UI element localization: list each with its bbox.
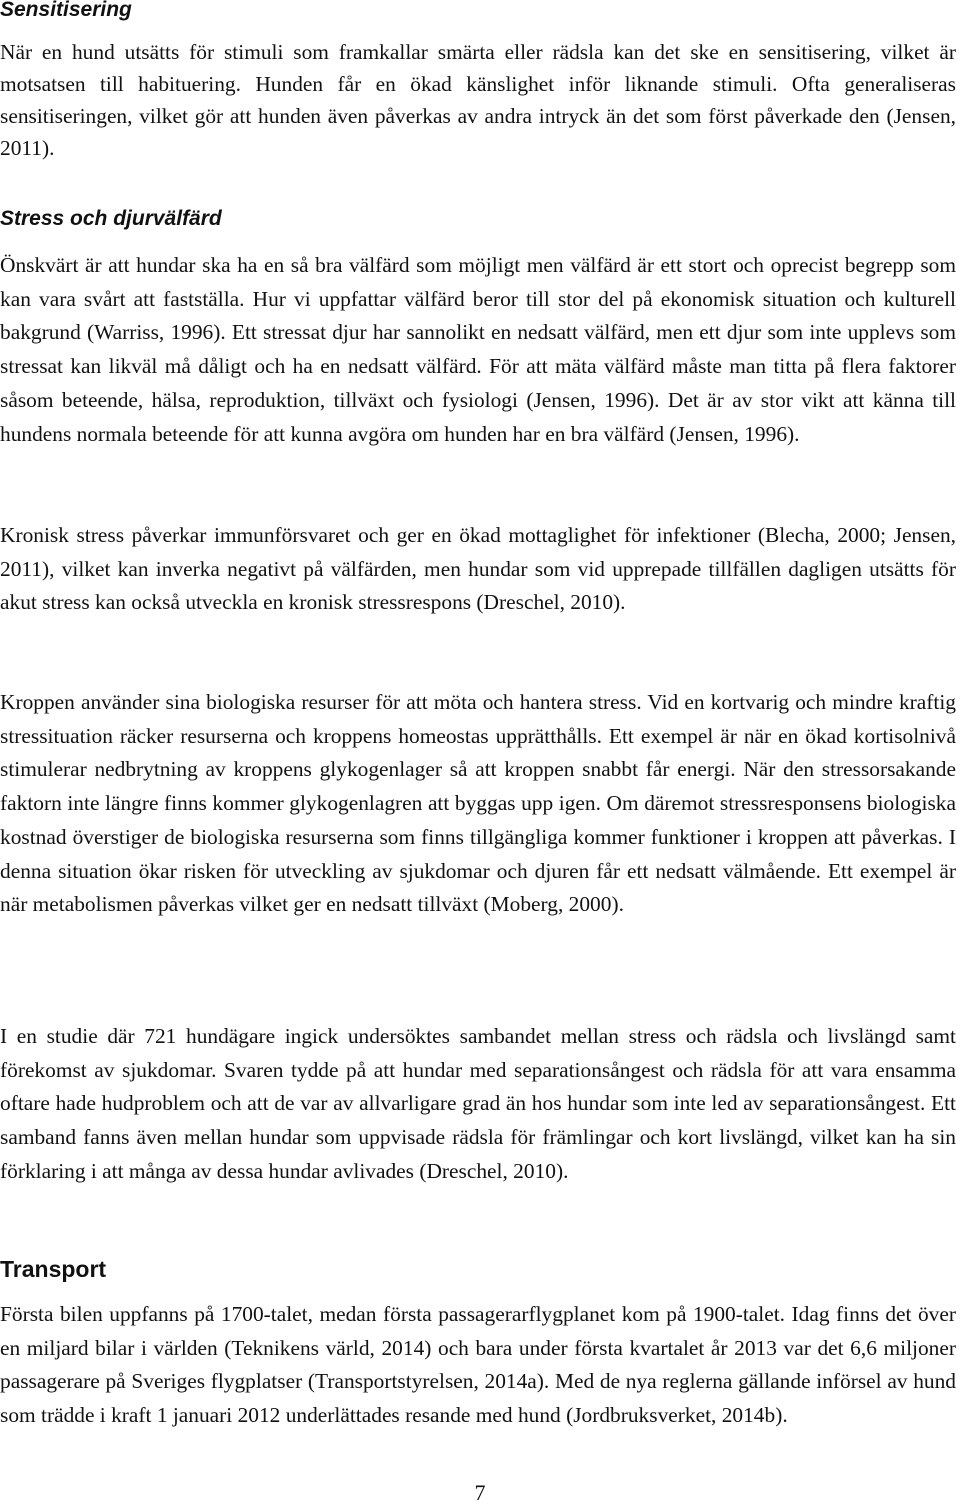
paragraph-stress-4: I en studie där 721 hundägare ingick undersöktes sambandet mellan stress och rädsla och livslängd samt förekomst av sjukdomar. Svaren tydde på att hundar med separationsångest och rädsla för att vara ensamma oftare hade hudproblem och att de var av allvarligare grad än hos hundar som inte led av separationsångest. Ett samband fanns även mellan hundar som uppvisade rädsla för främlingar och kort livslängd, vilket kan ha sin förklaring i att många av dessa hundar avlivades (Dreschel, 2010). — [0, 1024, 956, 1183]
page-number: 7 — [474, 1480, 486, 1505]
paragraph-stress-1: Önskvärt är att hundar ska ha en så bra välfärd som möjligt men välfärd är ett stort och oprecist begrepp som kan vara svårt att fastställa. Hur vi uppfattar välfärd beror till stor del på ekonomisk situation och kulturell bakgrund (Warriss, 1996). Ett stressat djur har sannolikt en nedsatt välfärd, men ett djur som inte upplevs som stressat kan likväl må dåligt och ha en nedsatt välfärd. För att mäta välfärd måste man titta på flera faktorer såsom beteende, hälsa, reproduktion, tillväxt och fysiologi (Jensen, 1996). Det är av stor vikt att känna till hundens normala beteende för att kunna avgöra om hunden har en bra välfärd (Jensen, 1996). — [0, 253, 956, 446]
paragraph-stress-3: Kroppen använder sina biologiska resurser för att möta och hantera stress. Vid en kortvarig och mindre kraftig stressituation räcker resurserna och kroppens homeostas upprätthålls. Ett exempel är när en ökad kortisolnivå stimulerar nedbrytning av kroppens glykogenlager så att kroppen snabbt får energi. När den stressorsakande faktorn inte längre finns kommer glykogenlagren att byggas upp igen. Om däremot stressresponsens biologiska kostnad överstiger de biologiska resurserna som finns tillgängliga kommer funktioner i kroppen att påverkas. I denna situation ökar risken för utveckling av sjukdomar och djuren får ett nedsatt välmående. Ett exempel är när metabolismen påverkas vilket ger en nedsatt tillväxt (Moberg, 2000). — [0, 690, 956, 917]
heading-transport: Transport — [0, 1256, 107, 1282]
heading-stress-och-djurvalfard: Stress och djurvälfärd — [0, 207, 222, 230]
paragraph-sensitisering: När en hund utsätts för stimuli som framkallar smärta eller rädsla kan det ske en sensitisering, vilket är motsatsen till habituering. Hunden får en ökad känslighet inför liknande stimuli. Ofta generaliseras sensitiseringen, vilket gör att hunden även påverkas av andra intryck än det som först påverkade den (Jensen, 2011). — [0, 40, 956, 160]
paragraph-stress-2: Kronisk stress påverkar immunförsvaret och ger en ökad mottaglighet för infektioner (Blecha, 2000; Jensen, 2011), vilket kan inverka negativt på välfärden, men hundar som vid upprepade tillfällen dagligen utsätts för akut stress kan också utveckla en kronisk stressrespons (Dreschel, 2010). — [0, 523, 956, 615]
heading-sensitisering: Sensitisering — [0, 0, 132, 21]
paragraph-transport: Första bilen uppfanns på 1700-talet, medan första passagerarflygplanet kom på 1900-talet. Idag finns det över en miljard bilar i världen (Teknikens värld, 2014) och bara under första kvartalet år 2013 var det 6,6 miljoner passagerare på Sveriges flygplatser (Transportstyrelsen, 2014a). Med de nya reglerna gällande införsel av hund som trädde i kraft 1 januari 2012 underlättades resande med hund (Jordbruksverket, 2014b). — [0, 1302, 956, 1428]
